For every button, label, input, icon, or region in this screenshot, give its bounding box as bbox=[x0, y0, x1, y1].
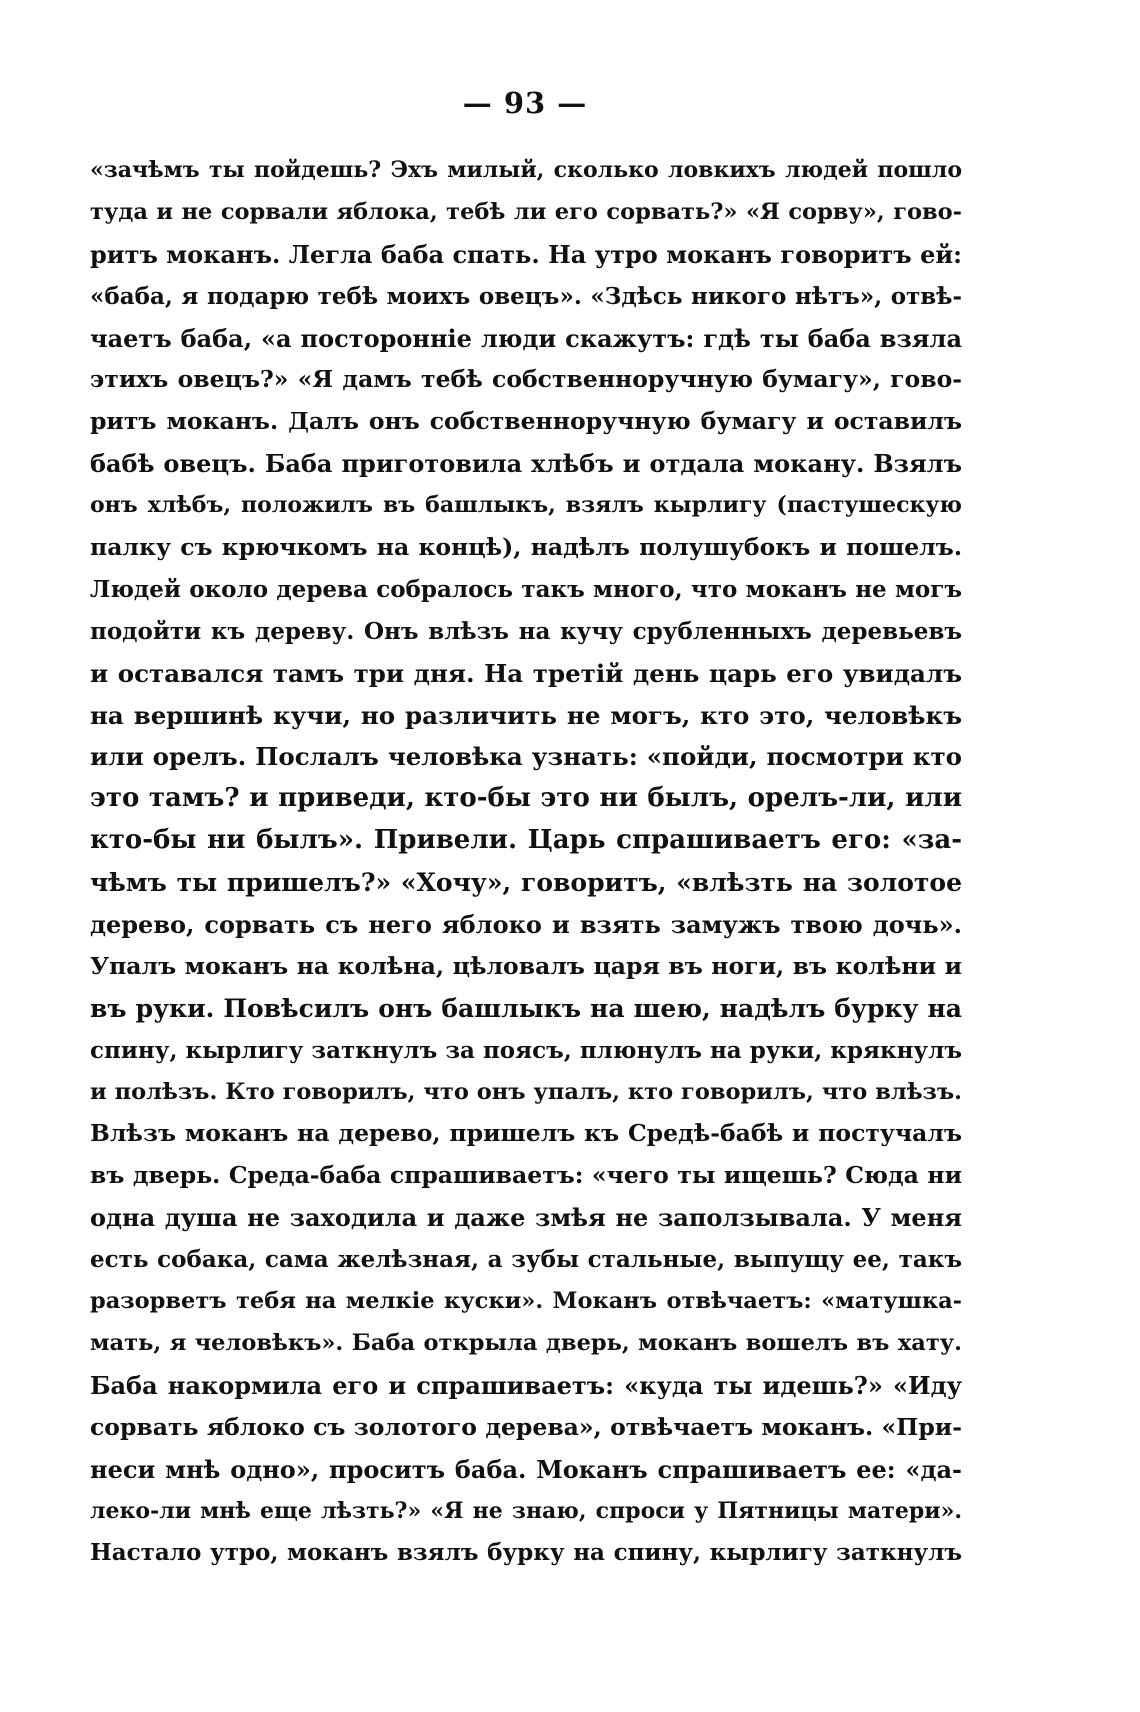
text-line: въ руки. Повѣсилъ онъ башлыкъ на шею, надѣлъ бурку на bbox=[90, 993, 962, 1023]
text-line: Влѣзъ моканъ на дерево, пришелъ къ Средѣ-бабѣ и постучалъ bbox=[90, 1119, 962, 1148]
text-line: туда и не сорвали яблока, тебѣ ли его сорвать?» «Я сорву», гово- bbox=[90, 198, 962, 225]
text-line: этихъ овецъ?» «Я дамъ тебѣ собственноручную бумагу», гово- bbox=[90, 365, 962, 394]
text-line: и полѣзъ. Кто говорилъ, что онъ упалъ, кто говорилъ, что влѣзъ. bbox=[90, 1078, 962, 1105]
text-line: сорвать яблоко съ золотого дерева», отвѣчаетъ моканъ. «При- bbox=[90, 1412, 962, 1441]
text-line: бабѣ овецъ. Баба приготовила хлѣбъ и отдала мокану. Взялъ bbox=[90, 449, 962, 479]
text-line: спину, кырлигу заткнулъ за поясъ, плюнулъ на руки, крякнулъ bbox=[90, 1036, 962, 1064]
text-line: палку съ крючкомъ на концѣ), надѣлъ полушубокъ и пошелъ. bbox=[90, 533, 962, 562]
text-line: разорветъ тебя на мелкіе куски». Моканъ отвѣчаетъ: «матушка- bbox=[90, 1288, 962, 1315]
text-line: леко-ли мнѣ еще лѣзть?» «Я не знаю, спроси у Пятницы матери». bbox=[90, 1497, 962, 1524]
text-line: онъ хлѣбъ, положилъ въ башлыкъ, взялъ кырлигу (пастушескую bbox=[90, 492, 962, 519]
text-line: ритъ моканъ. Легла баба спать. На утро моканъ говоритъ ей: bbox=[90, 239, 962, 269]
text-line: подойти къ дереву. Онъ влѣзъ на кучу срубленныхъ деревьевъ bbox=[90, 617, 962, 645]
text-line: Настало утро, моканъ взялъ бурку на спину, кырлигу заткнулъ bbox=[90, 1539, 962, 1567]
text-line: ритъ моканъ. Далъ онъ собственноручную бумагу и оставилъ bbox=[90, 407, 962, 436]
text-line: Людей около дерева собралось такъ много, что моканъ не могъ bbox=[90, 575, 962, 603]
text-line: въ дверь. Среда-баба спрашиваетъ: «чего ты ищешь? Сюда ни bbox=[90, 1161, 962, 1190]
text-line: «зачѣмъ ты пойдешь? Эхъ милый, сколько ловкихъ людей пошло bbox=[90, 157, 962, 183]
text-line: одна душа не заходила и даже змѣя не заползывала. У меня bbox=[90, 1203, 962, 1233]
text-line: или орелъ. Послалъ человѣка узнать: «пойди, посмотри кто bbox=[90, 742, 962, 772]
text-line: есть собака, сама желѣзная, а зубы стальные, выпущу ее, такъ bbox=[90, 1246, 962, 1274]
text-line: неси мнѣ одно», проситъ баба. Моканъ спрашиваетъ ее: «да- bbox=[90, 1454, 962, 1484]
text-line: «баба, я подарю тебѣ моихъ овецъ». «Здѣсь никого нѣтъ», отвѣ- bbox=[90, 282, 962, 310]
page-number: — 93 — bbox=[462, 86, 588, 120]
text-line: чаетъ баба, «а посторонніе люди скажутъ: гдѣ ты баба взяла bbox=[90, 323, 962, 353]
text-line: Упалъ моканъ на колѣна, цѣловалъ царя въ ноги, въ колѣни и bbox=[90, 951, 962, 980]
text-line: мать, я человѣкъ». Баба открыла дверь, моканъ вошелъ въ хату. bbox=[90, 1329, 962, 1356]
text-body bbox=[90, 150, 962, 1574]
text-line: на вершинѣ кучи, но различить не могъ, кто это, человѣкъ bbox=[90, 700, 962, 730]
text-line: это тамъ? и приведи, кто-бы это ни былъ, орелъ-ли, или bbox=[90, 783, 962, 814]
text-line: и оставался тамъ три дня. На третій день царь его увидалъ bbox=[90, 658, 962, 688]
text-line: чѣмъ ты пришелъ?» «Хочу», говоритъ, «влѣзть на золотое bbox=[90, 868, 962, 898]
text-line: Баба накормила его и спрашиваетъ: «куда ты идешь?» «Иду bbox=[90, 1370, 962, 1400]
text-line: кто-бы ни былъ». Привели. Царь спрашиваетъ его: «за- bbox=[90, 825, 962, 856]
text-line: дерево, сорвать съ него яблоко и взять замужъ твою дочь». bbox=[90, 910, 962, 940]
